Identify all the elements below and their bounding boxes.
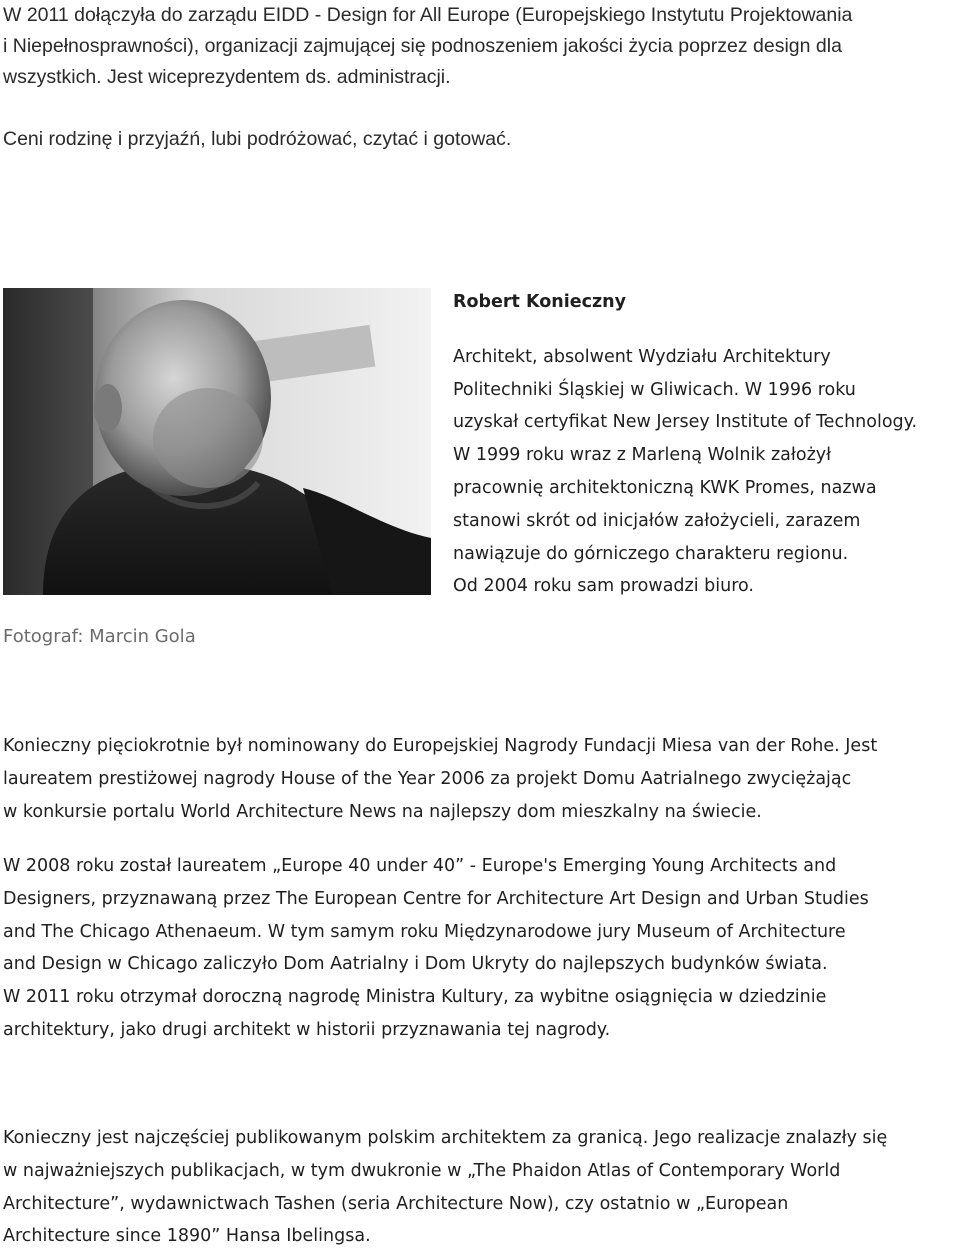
bio-line: Od 2004 roku sam prowadzi biuro. xyxy=(453,576,754,597)
publications-paragraph xyxy=(3,1122,958,1253)
awards-line: w konkursie portalu World Architecture News na najlepszy dom mieszkalny na świecie. xyxy=(3,801,762,822)
recognition-line: W 2008 roku został laureatem „Europe 40 under 40” - Europe's Emerging Young Architects and xyxy=(3,856,837,876)
publications-text xyxy=(3,1122,958,1253)
bio-line: pracownię architektoniczną KWK Promes, nazwa xyxy=(453,477,877,498)
hobby-text: Ceni rodzinę i przyjaźń, lubi podróżować, czytać i gotować. xyxy=(3,128,512,150)
photo-caption: Fotograf: Marcin Gola xyxy=(3,626,196,647)
awards-text xyxy=(3,730,958,828)
recognition-line: and Design w Chicago zaliczyło Dom Aatrialny i Dom Ukryty do najlepszych budynków świata. xyxy=(3,954,828,975)
bio-line: W 1999 roku wraz z Marleną Wolnik założył xyxy=(453,445,832,466)
publications-line: Konieczny jest najczęściej publikowanym polskim architektem za granicą. Jego realizacje znalazły się xyxy=(3,1128,888,1148)
intro-line: i Niepełnosprawności), organizacji zajmującej się podnoszeniem jakości życia poprzez design dla xyxy=(3,35,842,57)
intro-line: W 2011 dołączyła do zarządu EIDD - Design for All Europe (Europejskiego Instytutu Projektowania xyxy=(3,4,853,26)
recognition-line: architektury, jako drugi architekt w historii przyznawania tej nagrody. xyxy=(3,1019,611,1040)
intro-paragraph xyxy=(3,0,953,155)
intro-text xyxy=(3,0,953,93)
awards-line: laureatem prestiżowej nagrody House of the Year 2006 za projekt Domu Aatrialnego zwyciężając xyxy=(3,768,852,789)
bio-line: stanowi skrót od inicjałów założycieli, zarazem xyxy=(453,510,861,531)
bio-line: Architekt, absolwent Wydziału Architektury xyxy=(453,346,831,367)
recognition-line: and The Chicago Athenaeum. W tym samym roku Międzynarodowe jury Museum of Architecture xyxy=(3,921,846,942)
intro-line: wszystkich. Jest wiceprezydentem ds. administracji. xyxy=(3,66,451,88)
bio-text xyxy=(453,341,958,603)
awards-paragraph xyxy=(3,730,958,828)
publications-line: w najważniejszych publikacjach, w tym dwukronie w „The Phaidon Atlas of Contemporary World xyxy=(3,1160,841,1181)
bio-line: Politechniki Śląskiej w Gliwicach. W 1996 roku xyxy=(453,379,856,400)
recognition-line: W 2011 roku otrzymał doroczną nagrodę Ministra Kultury, za wybitne osiągnięcia w dziedzinie xyxy=(3,987,827,1008)
recognition-line: Designers, przyznawaną przez The European Centre for Architecture Art Design and Urban Studies xyxy=(3,888,869,909)
publications-line: Architecture since 1890” Hansa Ibelingsa. xyxy=(3,1226,371,1247)
bio-line: uzyskał certyfikat New Jersey Institute of Technology. xyxy=(453,412,918,433)
bio-line: nawiązuje do górniczego charakteru regionu. xyxy=(453,543,849,564)
portrait-photo xyxy=(3,288,431,595)
publications-line: Architecture”, wydawnictwach Tashen (seria Architecture Now), czy ostatnio w „European xyxy=(3,1193,789,1214)
awards-line: Konieczny pięciokrotnie był nominowany do Europejskiej Nagrody Fundacji Miesa van der Rohe. Jest xyxy=(3,736,878,756)
person-name: Robert Konieczny xyxy=(453,292,627,312)
bio-block xyxy=(453,286,958,603)
recognition-text xyxy=(3,850,958,1047)
portrait-photo-image xyxy=(3,288,431,595)
recognition-paragraph xyxy=(3,850,958,1047)
